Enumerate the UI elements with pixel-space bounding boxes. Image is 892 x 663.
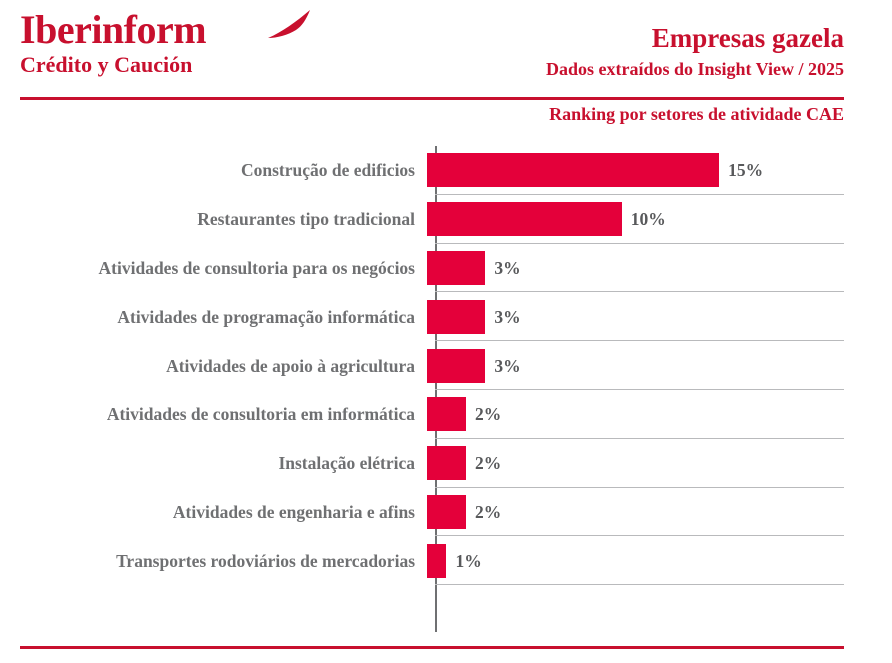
bar-value-label: 1% — [455, 550, 482, 571]
header-titles — [546, 22, 844, 82]
chart-rows — [20, 146, 844, 629]
bar-wrapper — [425, 439, 844, 488]
chart-row — [20, 292, 844, 341]
bar-wrapper — [425, 292, 844, 341]
category-label: Transportes rodoviários de mercadorias — [116, 550, 415, 571]
bar — [427, 349, 485, 383]
page-source: Dados extraídos do Insight View / 2025 — [545, 59, 844, 79]
bar-wrapper — [425, 488, 844, 537]
bar — [427, 300, 485, 334]
bar-chart — [20, 146, 844, 632]
category-label: Atividades de engenharia e afins — [172, 501, 415, 522]
bar — [427, 446, 466, 480]
footer-divider — [20, 646, 844, 649]
subtitle-row — [549, 102, 844, 126]
bar — [427, 202, 622, 236]
bar-value-label: 15% — [728, 160, 764, 181]
chart-row — [20, 244, 844, 293]
bar — [427, 153, 719, 187]
brand-logo — [20, 8, 310, 78]
bar-value-label: 3% — [494, 257, 521, 278]
brand-name: Iberinform — [20, 7, 207, 52]
chart-row — [20, 488, 844, 537]
bar-value-label: 3% — [494, 355, 521, 376]
bar-value-label: 10% — [630, 209, 666, 230]
bar-wrapper — [425, 341, 844, 390]
swoosh-icon — [268, 10, 312, 40]
category-label: Restaurantes tipo tradicional — [197, 209, 415, 230]
chart-row — [20, 439, 844, 488]
bar-wrapper — [425, 244, 844, 293]
page-title: Empresas gazela — [651, 23, 844, 53]
chart-row — [20, 390, 844, 439]
bar-value-label: 2% — [474, 404, 502, 425]
bar — [427, 544, 446, 578]
bar — [427, 397, 466, 431]
bar-value-label: 2% — [474, 453, 502, 474]
bar-value-label: 2% — [474, 501, 502, 522]
category-label: Atividades de consultoria para os negócios — [98, 257, 415, 278]
bar-value-label: 3% — [494, 306, 521, 327]
gridline — [435, 584, 844, 585]
category-label: Atividades de apoio à agricultura — [166, 355, 415, 376]
bar-wrapper — [425, 390, 844, 439]
chart-row — [20, 195, 844, 244]
category-label: Construção de edificios — [240, 160, 415, 181]
header-divider — [20, 97, 844, 100]
bar — [427, 495, 466, 529]
page-header — [0, 0, 892, 124]
brand-tagline: Crédito y Caución — [20, 52, 193, 77]
bar-wrapper — [425, 195, 844, 244]
bar-wrapper — [425, 536, 844, 585]
chart-spacer — [20, 585, 844, 629]
bar-wrapper — [425, 146, 844, 195]
category-label: Instalação elétrica — [278, 453, 415, 474]
category-label: Atividades de consultoria em informática — [106, 404, 415, 425]
chart-row — [20, 536, 844, 585]
chart-row — [20, 341, 844, 390]
bar — [427, 251, 485, 285]
page-subtitle: Ranking por setores de atividade CAE — [549, 104, 844, 124]
chart-row — [20, 146, 844, 195]
category-label: Atividades de programação informática — [117, 306, 415, 327]
